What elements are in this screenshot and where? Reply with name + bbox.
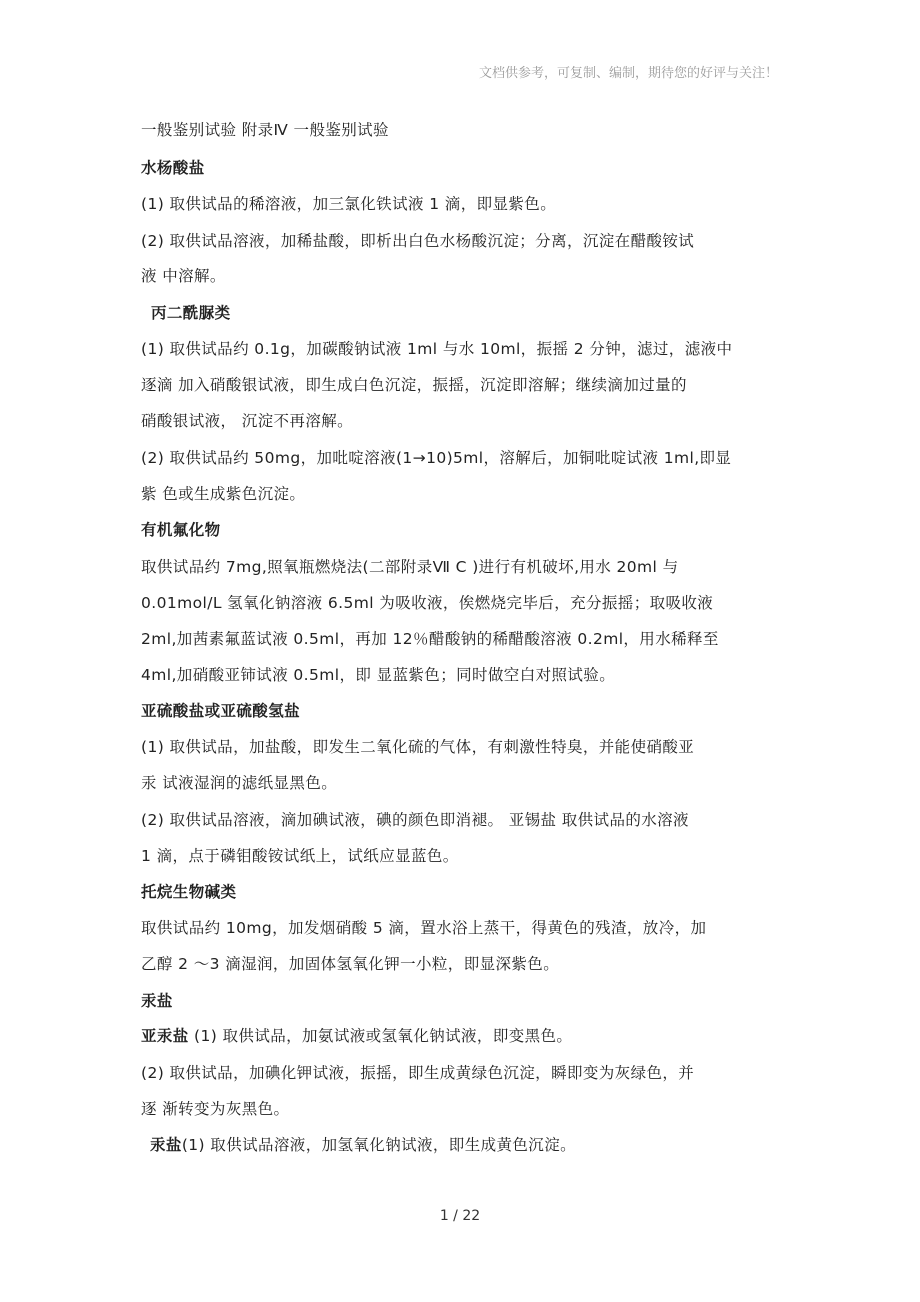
text-line: 逐滴 加入硝酸银试液，即生成白色沉淀，振摇，沉淀即溶解；继续滴加过量的 [141, 376, 687, 394]
page-number: 1 / 22 [439, 1208, 481, 1224]
text-line: (1) 取供试品的稀溶液，加三氯化铁试液 1 滴，即显紫色。 [141, 195, 557, 213]
text-line: 逐 渐转变为灰黑色。 [141, 1100, 290, 1118]
text-span: (1) 取供试品溶液，加氢氧化钠试液，即生成黄色沉淀。 [181, 1136, 576, 1154]
text-line: (1) 取供试品，加盐酸，即发生二氧化硫的气体，有刺激性特臭，并能使硝酸亚 [141, 738, 695, 756]
text-line: 4ml,加硝酸亚铈试液 0.5ml，即 显蓝紫色；同时做空白对照试验。 [141, 666, 616, 684]
subheading-mercuric: 汞盐 [150, 1136, 182, 1154]
text-line: 取供试品约 7mg,照氧瓶燃烧法(二部附录Ⅶ C )进行有机破坏,用水 20ml 与 [141, 558, 679, 576]
text-line: 紫 色或生成紫色沉淀。 [141, 485, 306, 503]
text-line: 乙醇 2 ～3 滴湿润，加固体氢氧化钾一小粒，即显深紫色。 [141, 955, 560, 973]
text-line: 0.01mol/L 氢氧化钠溶液 6.5ml 为吸收液，俟燃烧完毕后，充分振摇；取吸收液 [141, 594, 714, 612]
text-line [150, 1135, 576, 1155]
text-line [141, 1026, 572, 1046]
header-note: 文档供参考，可复制、编制，期待您的好评与关注！ [478, 66, 778, 81]
text-line: 取供试品约 10mg，加发烟硝酸 5 滴，置水浴上蒸干，得黄色的残渣，放冷，加 [141, 919, 707, 937]
section-heading-salicylate: 水杨酸盐 [141, 159, 205, 177]
section-heading-sulfite: 亚硫酸盐或亚硫酸氢盐 [141, 702, 301, 720]
section-heading-mercury: 汞盐 [141, 992, 173, 1010]
section-heading-organofluorine: 有机氟化物 [141, 521, 221, 539]
section-heading-tropane: 托烷生物碱类 [141, 883, 237, 901]
subheading-mercurous: 亚汞盐 [141, 1027, 189, 1045]
text-line: 硝酸银试液， 沉淀不再溶解。 [141, 412, 354, 430]
text-line: 2ml,加茜素氟蓝试液 0.5ml，再加 12％醋酸钠的稀醋酸溶液 0.2ml，用水稀释至 [141, 630, 719, 648]
text-line: (1) 取供试品约 0.1g，加碳酸钠试液 1ml 与水 10ml，振摇 2 分钟，滤过，滤液中 [141, 340, 733, 358]
document-title: 一般鉴别试验 附录Ⅳ 一般鉴别试验 [141, 121, 389, 139]
text-line: 液 中溶解。 [141, 267, 226, 285]
text-line: 1 滴，点于磷钼酸铵试纸上，试纸应显蓝色。 [141, 847, 459, 865]
section-heading-malonylurea: 丙二酰脲类 [151, 304, 231, 322]
text-span: (1) 取供试品，加氨试液或氢氧化钠试液，即变黑色。 [188, 1027, 573, 1045]
text-line: (2) 取供试品溶液，加稀盐酸，即析出白色水杨酸沉淀；分离，沉淀在醋酸铵试 [141, 232, 695, 250]
text-line: 汞 试液湿润的滤纸显黑色。 [141, 774, 338, 792]
text-line: (2) 取供试品溶液，滴加碘试液，碘的颜色即消褪。 亚锡盐 取供试品的水溶液 [141, 811, 689, 829]
text-line: (2) 取供试品，加碘化钾试液，振摇，即生成黄绿色沉淀，瞬即变为灰绿色，并 [141, 1064, 695, 1082]
text-line: (2) 取供试品约 50mg，加吡啶溶液(1→10)5ml，溶解后，加铜吡啶试液 1ml,即显 [141, 449, 732, 467]
